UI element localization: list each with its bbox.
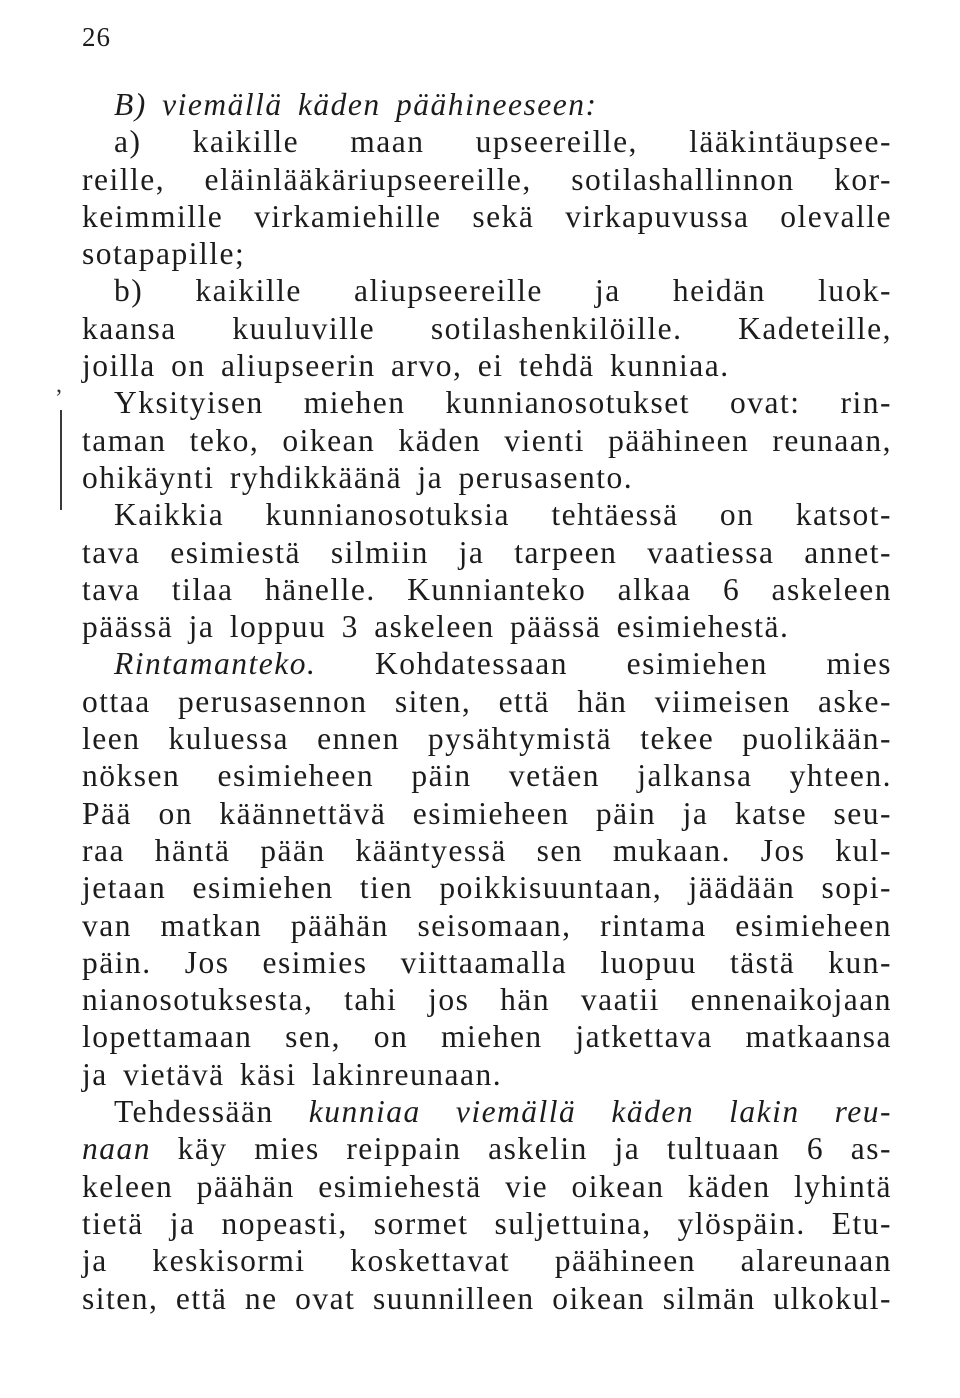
text-line	[82, 757, 892, 794]
text-line	[82, 422, 892, 459]
text-line	[82, 161, 892, 198]
text-segment: leen kuluessa ennen pysähtymistä tekee puolikään-	[82, 721, 892, 757]
text-line	[82, 608, 892, 645]
text-line	[82, 832, 892, 869]
text-segment: taman teko, oikean käden vienti päähineen reunaan,	[82, 422, 892, 458]
text-segment: nianosotuksesta, tahi jos hän vaatii ennenaikojaan	[82, 982, 892, 1018]
text-segment: jetaan esimiehen tien poikkisuuntaan, jäädään sopi-	[82, 870, 892, 906]
text-line	[82, 683, 892, 720]
text-segment: siten, että ne ovat suunnilleen oikean silmän ulkokul-	[82, 1280, 892, 1316]
text-line	[82, 459, 892, 496]
text-segment: lopettamaan sen, on miehen jatkettava matkaansa	[82, 1019, 892, 1055]
text-line	[82, 235, 892, 272]
text-segment: Tehdessään	[114, 1094, 309, 1130]
page-number: 26	[82, 22, 111, 52]
text-line	[82, 869, 892, 906]
text-segment: tava esimiestä silmiin ja tarpeen vaatiessa annet-	[82, 534, 892, 570]
text-line	[82, 981, 892, 1018]
text-line	[82, 534, 892, 571]
text-line	[82, 310, 892, 347]
text-segment: Kaikkia kunnianosotuksia tehtäessä on katsot-	[114, 497, 892, 533]
text-segment: a) kaikille maan upseereille, lääkintäupsee-	[114, 124, 892, 160]
body-text	[82, 86, 892, 1317]
text-line	[82, 571, 892, 608]
text-line	[82, 86, 892, 123]
text-line	[82, 496, 892, 533]
text-segment: ottaa perusasennon siten, että hän viimeisen aske-	[82, 683, 892, 719]
text-segment: ja vietävä käsi lakinreunaan.	[82, 1056, 503, 1092]
italic-text: naan	[82, 1131, 151, 1167]
text-segment: ohikäynti ryhdikkäänä ja perusasento.	[82, 459, 634, 495]
text-line	[82, 795, 892, 832]
text-line	[82, 272, 892, 309]
text-line	[82, 1242, 892, 1279]
text-segment: sotapapille;	[82, 236, 246, 272]
text-line	[82, 1168, 892, 1205]
italic-text: B) viemällä käden päähineeseen:	[114, 87, 598, 122]
text-segment: Kohdatessaan esimiehen mies	[316, 646, 892, 682]
text-segment: tava tilaa hänelle. Kunnianteko alkaa 6 askeleen	[82, 571, 892, 607]
text-segment: keimmille virkamiehille sekä virkapuvussa olevalle	[82, 198, 892, 234]
italic-text: kunniaa viemällä käden lakin reu-	[308, 1094, 892, 1130]
text-segment: keleen päähän esimiehestä vie oikean käden lyhintä	[82, 1168, 892, 1204]
text-segment: reille, eläinlääkäriupseereille, sotilashallinnon kor-	[82, 161, 892, 197]
text-line	[82, 198, 892, 235]
text-segment: b) kaikille aliupseereille ja heidän luok-	[114, 273, 892, 309]
text-line	[82, 907, 892, 944]
text-line	[82, 347, 892, 384]
text-segment: ja keskisormi koskettavat päähineen alareunaan	[82, 1243, 892, 1279]
text-segment: nöksen esimieheen päin vetäen jalkansa yhteen.	[82, 758, 892, 794]
text-segment: Pää on käännettävä esimieheen päin ja katse seu-	[82, 795, 892, 831]
text-line	[82, 1093, 892, 1130]
text-segment: joilla on aliupseerin arvo, ei tehdä kunniaa.	[82, 348, 730, 384]
text-segment: raa häntä pään kääntyessä sen mukaan. Jos kul-	[82, 832, 892, 868]
text-line	[82, 1018, 892, 1055]
text-segment: kaansa kuuluville sotilashenkilöille. Kadeteille,	[82, 310, 892, 346]
text-line	[82, 1130, 892, 1167]
text-segment: tietä ja nopeasti, sormet suljettuina, ylöspäin. Etu-	[82, 1205, 892, 1241]
text-line	[82, 1205, 892, 1242]
text-line	[82, 123, 892, 160]
text-segment: päässä ja loppuu 3 askeleen päässä esimiehestä.	[82, 609, 790, 645]
text-line	[82, 1280, 892, 1317]
text-line	[82, 944, 892, 981]
margin-line	[60, 410, 62, 510]
italic-text: Rintamanteko.	[114, 646, 317, 682]
margin-mark: ,	[56, 372, 62, 398]
text-segment: käy mies reippain askelin ja tultuaan 6 as-	[151, 1131, 892, 1167]
text-segment: van matkan päähän seisomaan, rintama esimieheen	[82, 907, 892, 943]
text-line	[82, 645, 892, 682]
text-line	[82, 720, 892, 757]
text-line	[82, 1056, 892, 1093]
text-segment: päin. Jos esimies viittaamalla luopuu tästä kun-	[82, 944, 892, 980]
text-line	[82, 384, 892, 421]
text-segment: Yksityisen miehen kunnianosotukset ovat: rin-	[114, 385, 892, 421]
